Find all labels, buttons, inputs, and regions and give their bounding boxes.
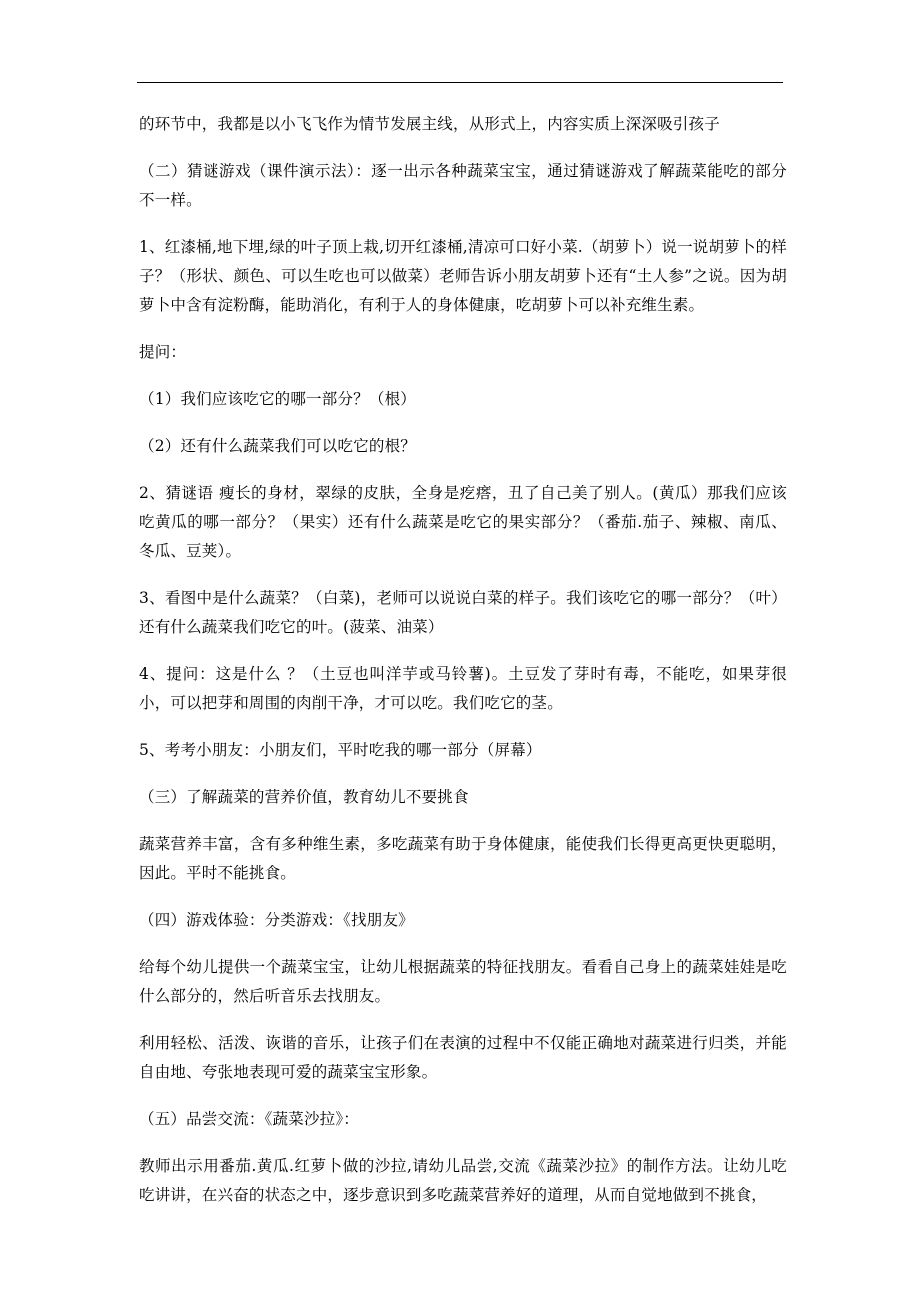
- document-body: [139, 110, 787, 1228]
- question-item: （1）我们应该吃它的哪一部分？（根）: [139, 390, 416, 408]
- paragraph: 教师出示用番茄.黄瓜.红萝卜做的沙拉,请幼儿品尝,交流《蔬菜沙拉》的制作方法。让幼儿吃吃讲讲，在兴奋的状态之中，逐步意识到多吃蔬菜营养好的道理，从而自觉地做到不挑食，: [139, 1157, 787, 1204]
- paragraph: 的环节中，我都是以小飞飞作为情节发展主线，从形式上，内容实质上深深吸引孩子: [139, 115, 720, 133]
- paragraph: 蔬菜营养丰富，含有多种维生素，多吃蔬菜有助于身体健康，能使我们长得更高更快更聪明，因此。平时不能挑食。: [139, 835, 787, 882]
- paragraph: 4、提问：这是什么 ？（土豆也叫洋芋或马铃薯)。土豆发了芽时有毒，不能吃，如果芽很小，可以把芽和周围的肉削干净，才可以吃。我们吃它的茎。: [139, 665, 787, 712]
- paragraph: 1、红漆桶,地下埋,绿的叶子顶上栽,切开红漆桶,清凉可口好小菜.（胡萝卜）说一说胡萝卜的样子？（形状、颜色、可以生吃也可以做菜）老师告诉小朋友胡萝卜还有“土人参”之说。因为胡萝卜中含有淀粉酶，能助消化，有利于人的身体健康，吃胡萝卜可以补充维生素。: [139, 238, 787, 314]
- paragraph: 提问：: [139, 343, 187, 361]
- section-heading: （二）猜谜游戏（课件演示法）：逐一出示各种蔬菜宝宝，通过猜谜游戏了解蔬菜能吃的部分不一样。: [139, 162, 787, 209]
- section-heading: （五）品尝交流：《蔬菜沙拉》：: [139, 1110, 360, 1128]
- paragraph: 3、看图中是什么蔬菜？（白菜)，老师可以说说白菜的样子。我们该吃它的哪一部分？（叶）还有什么蔬菜我们吃它的叶。(菠菜、油菜）: [139, 589, 787, 636]
- paragraph: 给每个幼儿提供一个蔬菜宝宝，让幼儿根据蔬菜的特征找朋友。看看自己身上的蔬菜娃娃是吃什么部分的，然后听音乐去找朋友。: [139, 958, 787, 1005]
- section-heading: （三）了解蔬菜的营养价值，教育幼儿不要挑食: [139, 788, 469, 806]
- header-rule: [137, 82, 783, 83]
- paragraph: 利用轻松、活泼、诙谐的音乐，让孩子们在表演的过程中不仅能正确地对蔬菜进行归类，并能自由地、夸张地表现可爱的蔬菜宝宝形象。: [139, 1034, 787, 1081]
- question-item: （2）还有什么蔬菜我们可以吃它的根？: [139, 437, 416, 455]
- paragraph: 5、考考小朋友：小朋友们，平时吃我的哪一部分（屏幕）: [139, 741, 542, 759]
- paragraph: 2、猜谜语 瘦长的身材，翠绿的皮肤，全身是疙瘩，丑了自己美了别人。(黄瓜）那我们应该吃黄瓜的哪一部分？（果实）还有什么蔬菜是吃它的果实部分？（番茄.茄子、辣椒、南瓜、冬瓜、豆荚）。: [139, 484, 787, 560]
- section-heading: （四）游戏体验：分类游戏：《找朋友》: [139, 911, 414, 929]
